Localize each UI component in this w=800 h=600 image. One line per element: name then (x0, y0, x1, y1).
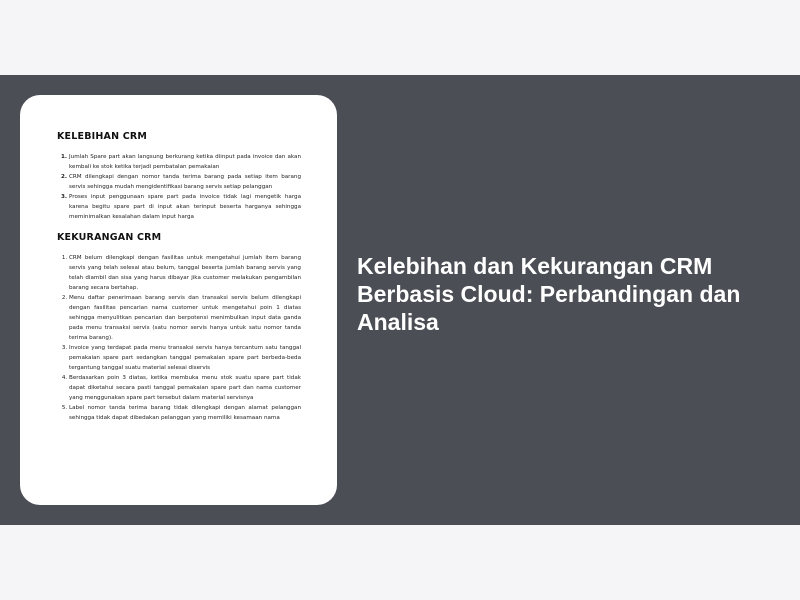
advantage-item: 2. CRM dilengkapi dengan nomor tanda terima barang pada setiap item barang servis sehingga mudah mengidentifikasi barang servis setiap pelanggan (69, 172, 301, 192)
disadvantage-item: 4. Berdasarkan poin 3 diatas, ketika membuka menu stok suatu spare part tidak dapat diketahui secara pasti tanggal pemakaian spare part dan nama customer yang menggunakan spare part tersebut dalam material servisnya (69, 373, 301, 403)
advantages-list (57, 152, 301, 222)
disadvantage-item: 3. Invoice yang terdapat pada menu transaksi servis hanya tercantum satu tanggal pemakaian spare part sedangkan tanggal pemakaian spare part berbeda-beda tergantung tanggal suatu material selesai diservis (69, 343, 301, 373)
top-background (0, 0, 800, 75)
article-title: Kelebihan dan Kekurangan CRM Berbasis Cloud: Perbandingan dan Analisa (357, 253, 741, 335)
disadvantage-item: 1. CRM belum dilengkapi dengan fasilitas untuk mengetahui jumlah item barang servis yang telah selesai atau belum, tanggal beserta jumlah barang servis yang telah diambil dan sisa yang harus dibayar jika customer melakukan pengambilan barang secara bertahap. (69, 253, 301, 293)
disadvantage-item: 2. Menu daftar penerimaan barang servis dan transaksi servis belum dilengkapi dengan fasilitas pencarian nama customer untuk mengetahui poin 1 diatas sehingga menyulitkan pencarian dan berpotensi menimbulkan input data ganda pada menu transaksi servis (satu nomor servis hanya untuk satu nomor tanda terima barang). (69, 293, 301, 343)
document-preview (20, 95, 337, 505)
advantage-item: 3. Proses input penggunaan spare part pada invoice tidak lagi mengetik harga karena begitu spare part di input akan terinput beserta harganya sehingga meminimalkan kesalahan dalam input harga (69, 192, 301, 222)
disadvantages-list (57, 253, 301, 423)
disadvantage-item: 5. Label nomor tanda terima barang tidak dilengkapi dengan alamat pelanggan sehingga tidak dapat dibedakan pelanggan yang memiliki kesamaan nama (69, 403, 301, 423)
advantage-item: 1. Jumlah Spare part akan langsung berkurang ketika diinput pada invoice dan akan kembali ke stok ketika terjadi pembatalan pemakaian (69, 152, 301, 172)
advantages-heading: KELEBIHAN CRM (57, 131, 148, 142)
bottom-background (0, 525, 800, 600)
disadvantages-heading: KEKURANGAN CRM (57, 232, 162, 243)
